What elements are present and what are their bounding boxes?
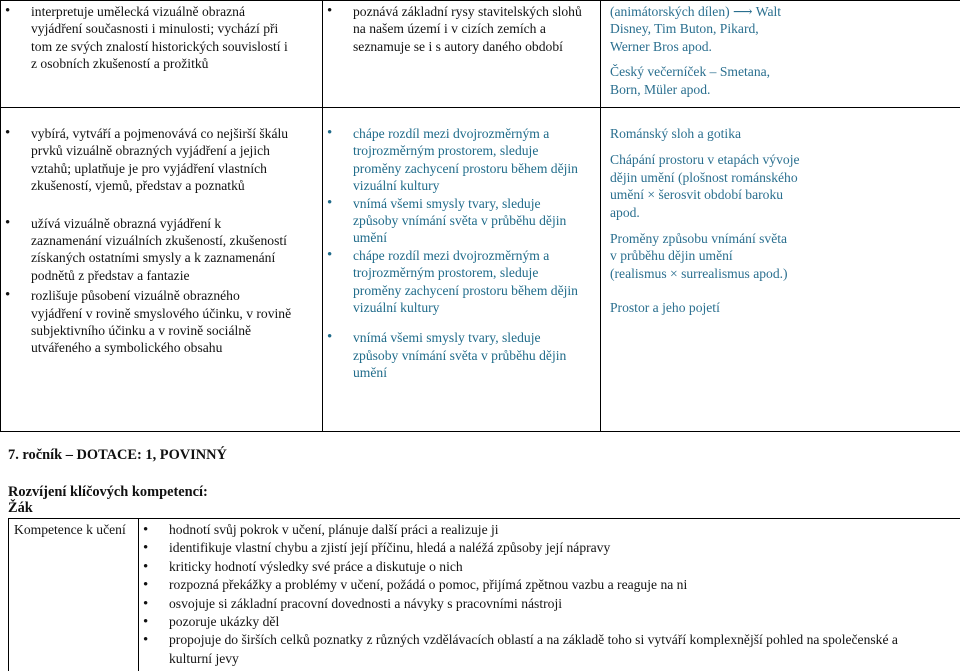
content-line: Románský sloh a gotika [610,126,742,141]
topic-item: • chápe rozdíl mezi dvojrozměrným a trojrozměrným prostorem, sleduje proměny zachycení prostoru během dějin vizuální kultury [323,125,600,195]
outcome-item: • užívá vizuálně obrazná vyjádření k zaznamenání vizuálních zkušeností, zkušeností získaných ostatními smysly a k zaznamenání podnětů z představ a fantazie [1,215,322,285]
competence-item: • identifikuje vlastní chybu a zjistí její příčinu, hledá a naléžá způsoby její nápravy [139,539,960,557]
row1-topics-cell [323,3,600,55]
competence-category: Kompetence k učení [14,522,126,537]
competence-item: • kriticky hodnotí výsledky své práce a diskutuje o nich [139,558,960,576]
column-divider-2 [600,0,601,432]
row2-topics-cell [323,125,600,382]
content-line: Český večerníček – Smetana, Born, Müler apod. [610,64,771,97]
outcome-item: • vybírá, vytváří a pojmenovává co nejširší škálu prvků vizuálně obrazných vyjádření a jejich vztahů; uplatňuje je pro vyjádření vlastních zkušeností, vjemů, představ a poznatků [1,125,322,195]
content-line: Proměny způsobu vnímání světa v průběhu dějin umění (realismus × surrealismus apod.) [610,231,788,281]
row-divider [0,107,960,108]
topic-item: • poznává základní rysy stavitelských slohů na našem území i v cizích zemích a seznamuje se i s autory daného období [323,3,600,55]
table-border-top [0,0,960,1]
competences-table [8,518,960,671]
competence-item: • propojuje do širších celků poznatky z různých vzdělávacích oblastí a na základě toho si vytváří komplexnější pohled na společenské a kulturní jevy [139,631,960,668]
row1-content-cell [610,3,950,98]
content-line: Chápání prostoru v etapách vývoje dějin umění (plošnost románského umění × šerosvit období baroku apod. [610,152,800,220]
grade-heading: 7. ročník – DOTACE: 1, POVINNÝ [8,447,227,463]
pupil-heading: Žák [8,500,33,516]
content-line: Prostor a jeho pojetí [610,300,720,316]
competence-item: • hodnotí svůj pokrok v učení, plánuje další práci a realizuje ji [139,521,960,539]
row1-outcomes-cell [1,3,322,73]
topic-item: • vnímá všemi smysly tvary, sleduje způsoby vnímání světa v průběhu dějin umění [323,195,600,247]
row2-outcomes-cell [1,125,322,357]
content-line: (animátorských dílen) ⟶ Walt Disney, Tim Buton, Pikard, Werner Bros apod. [610,4,782,54]
outcome-item: • rozlišuje působení vizuálně obrazného vyjádření v rovině smyslového účinku, v rovině subjektivního účinku a v rovině sociálně utvářeného a symbolického obsahu [1,287,322,357]
competences-heading: Rozvíjení klíčových kompetencí: [8,484,208,500]
row2-content-cell [610,125,950,317]
row-bottom-border [0,431,322,432]
competence-list-cell [139,521,960,668]
row-bottom-border-right [322,431,960,432]
topic-item: • vnímá všemi smysly tvary, sleduje způsoby vnímání světa v průběhu dějin umění [323,329,600,381]
competence-item: • pozoruje ukázky děl [139,613,960,631]
comp-border-top [8,518,960,519]
topic-item: • chápe rozdíl mezi dvojrozměrným a trojrozměrným prostorem, sleduje proměny zachycení prostoru během dějin vizuální kultury [323,247,600,317]
competence-item: • osvojuje si základní pracovní dovednosti a návyky s pracovními nástroji [139,595,960,613]
outcome-item: • interpretuje umělecká vizuálně obrazná vyjádření současnosti i minulosti; vychází při tom ze svých znalostí historických souvislostí i z osobních zkušeností a prožitků [1,3,322,73]
competence-item: • rozpozná překážky a problémy v učení, požádá o pomoc, přijímá zpětnou vazbu a reaguje na ni [139,576,960,594]
